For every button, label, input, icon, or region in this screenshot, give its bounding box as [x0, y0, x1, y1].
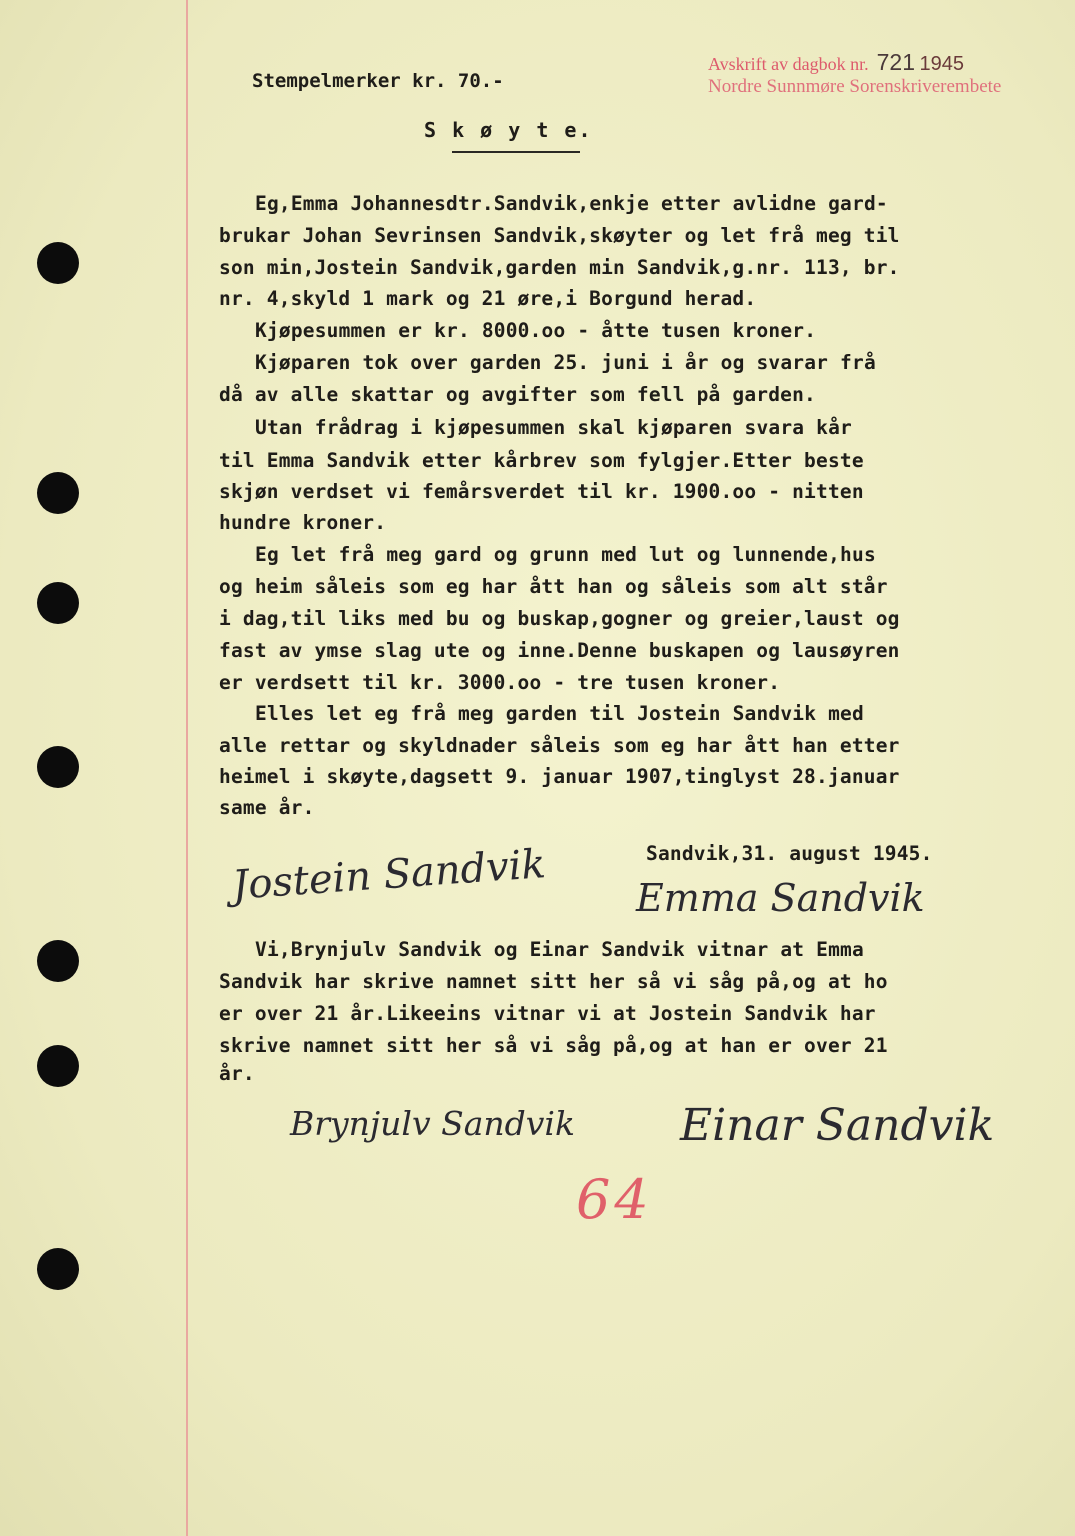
stamp-year: 1945: [919, 53, 965, 75]
body-line: nr. 4,skyld 1 mark og 21 øre,i Borgund herad.: [219, 287, 757, 310]
title-underline: [452, 151, 580, 153]
body-line: Kjøparen tok over garden 25. juni i år og svarar frå: [255, 351, 876, 374]
body-line: då av alle skattar og avgifter som fell på garden.: [219, 383, 816, 406]
body-line: og heim såleis som eg har ått han og såleis som alt står: [219, 575, 888, 598]
punch-hole: [37, 582, 79, 624]
body-line: same år.: [219, 796, 315, 819]
punch-hole: [37, 1045, 79, 1087]
body-line: hundre kroner.: [219, 511, 387, 534]
witness-line: år.: [219, 1062, 255, 1085]
witness-line: skrive namnet sitt her så vi såg på,og at han er over 21: [219, 1034, 888, 1057]
stamp-office: Nordre Sunnmøre Sorenskriverembete: [708, 76, 1002, 97]
body-line: skjøn verdset vi femårsverdet til kr. 1900.oo - nitten: [219, 480, 864, 503]
body-line: son min,Jostein Sandvik,garden min Sandvik,g.nr. 113, br.: [219, 256, 900, 279]
signature-emma: Emma Sandvik: [636, 876, 925, 920]
witness-line: Sandvik har skrive namnet sitt her så vi såg på,og at ho: [219, 970, 888, 993]
date-line: Sandvik,31. august 1945.: [646, 842, 933, 865]
punch-hole: [37, 940, 79, 982]
page-mark: 64: [576, 1168, 653, 1231]
signature-einar: Einar Sandvik: [680, 1100, 995, 1151]
signature-brynjulv: Brynjulv Sandvik: [290, 1104, 575, 1143]
stempel-line: Stempelmerker kr. 70.-: [252, 70, 504, 92]
witness-line: Vi,Brynjulv Sandvik og Einar Sandvik vitnar at Emma: [255, 938, 864, 961]
body-line: Kjøpesummen er kr. 8000.oo - åtte tusen kroner.: [255, 319, 817, 342]
body-line: brukar Johan Sevrinsen Sandvik,skøyter og let frå meg til: [219, 224, 900, 247]
body-line: Eg,Emma Johannesdtr.Sandvik,enkje etter avlidne gard-: [255, 192, 888, 215]
witness-line: er over 21 år.Likeeins vitnar vi at Jostein Sandvik har: [219, 1002, 876, 1025]
punch-hole: [37, 242, 79, 284]
body-line: Eg let frå meg gard og grunn med lut og lunnende,hus: [255, 543, 876, 566]
margin-line: [186, 0, 188, 1536]
punch-hole: [37, 1248, 79, 1290]
body-line: til Emma Sandvik etter kårbrev som fylgjer.Etter beste: [219, 449, 864, 472]
body-line: alle rettar og skyldnader såleis som eg har ått han etter: [219, 734, 900, 757]
stamp-number: 721: [876, 49, 916, 75]
body-line: er verdsett til kr. 3000.oo - tre tusen kroner.: [219, 671, 781, 694]
body-line: heimel i skøyte,dagsett 9. januar 1907,tinglyst 28.januar: [219, 765, 900, 788]
signature-jostein: Jostein Sandvik: [230, 841, 548, 909]
body-line: fast av ymse slag ute og inne.Denne buskapen og lausøyren: [219, 639, 900, 662]
document-title: S k ø y t e.: [424, 118, 593, 142]
body-line: Utan frådrag i kjøpesummen skal kjøparen svara kår: [255, 416, 852, 439]
stamp-prefix: Avskrift av dagbok nr.: [708, 54, 869, 74]
punch-hole: [37, 746, 79, 788]
stamp-dagbok: [708, 49, 964, 76]
body-line: i dag,til liks med bu og buskap,gogner og greier,laust og: [219, 607, 900, 630]
body-line: Elles let eg frå meg garden til Jostein Sandvik med: [255, 702, 864, 725]
punch-hole: [37, 472, 79, 514]
